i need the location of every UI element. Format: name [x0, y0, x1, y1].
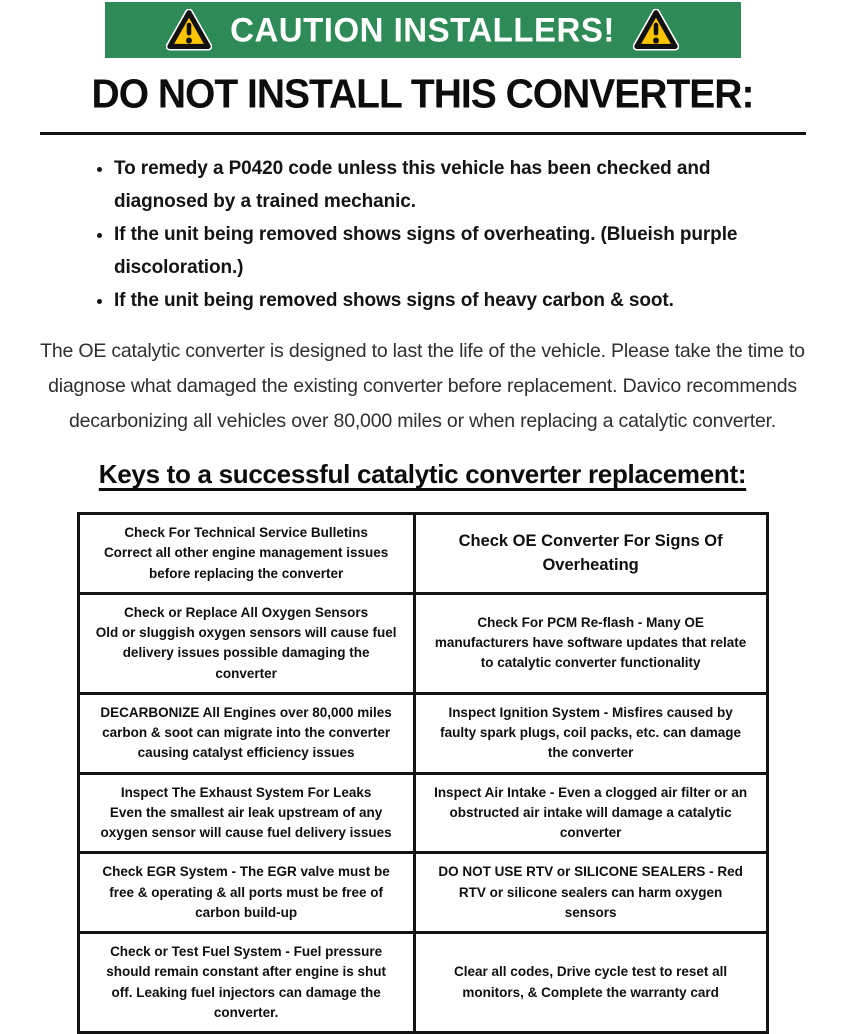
table-cell-pcm-reflash — [414, 593, 767, 693]
cell-line: Check or Replace All Oxygen Sensors — [124, 604, 369, 620]
table-cell-egr-system — [78, 853, 414, 933]
list-item: • To remedy a P0420 code unless this vehicle has been checked and diagnosed by a trained mechanic. — [114, 152, 744, 218]
table-cell-tsb — [78, 514, 414, 594]
cell-line: DECARBONIZE All Engines over 80,000 miles carbon & soot can migrate into the converter causing catalyst efficiency issues — [100, 704, 392, 761]
caution-banner — [105, 2, 741, 58]
table-cell-oe-overheating — [414, 514, 767, 594]
cell-line: Inspect Ignition System - Misfires caused by faulty spark plugs, coil packs, etc. can damage the converter — [440, 704, 742, 761]
keys-heading: Keys to a successful catalytic converter replacement: — [98, 459, 747, 489]
list-item: • If the unit being removed shows signs of heavy carbon & soot. — [114, 284, 744, 317]
cell-line: Inspect Air Intake - Even a clogged air filter or an obstructed air intake will damage a catalytic converter — [434, 784, 748, 840]
table-row — [78, 933, 767, 1033]
table-row — [78, 593, 767, 693]
keys-table — [77, 512, 769, 1034]
cell-line: Check For PCM Re-flash - Many OE manufacturers have software updates that relate to catalytic converter functionality — [434, 614, 747, 671]
banner-title: CAUTION INSTALLERS! — [230, 10, 615, 49]
installer-caution-flyer — [0, 2, 845, 1020]
cell-line: Even the smallest air leak upstream of any oxygen sensor will cause fuel delivery issues — [100, 804, 392, 840]
advisory-paragraph: The OE catalytic converter is designed to last the life of the vehicle. Please take the time to diagnose what damaged the existing converter before replacement. Davico recommends decarbonizing all vehicles over 80,000 miles or when replacing a catalytic converter. — [40, 340, 805, 432]
table-cell-air-intake — [414, 773, 767, 853]
cell-line: Check For Technical Service Bulletins — [124, 525, 368, 540]
table-cell-exhaust-leaks — [78, 773, 414, 853]
cell-line: Check OE Converter For Signs Of Overheating — [458, 531, 723, 575]
table-row — [78, 773, 767, 853]
table-cell-rtv-sealers — [414, 853, 767, 933]
list-item: • If the unit being removed shows signs of overheating. (Blueish purple discoloration.) — [114, 218, 744, 284]
table-cell-clear-codes — [414, 933, 767, 1033]
cell-line: Old or sluggish oxygen sensors will cause fuel delivery issues possible damaging the converter — [95, 625, 397, 681]
cell-line: DO NOT USE RTV or SILICONE SEALERS - Red RTV or silicone sealers can harm oxygen sensors — [438, 864, 743, 920]
table-cell-fuel-system — [78, 933, 414, 1033]
cell-line: Correct all other engine management issues before replacing the converter — [103, 545, 389, 581]
warning-triangle-icon — [633, 9, 679, 51]
table-row — [78, 853, 767, 933]
divider-line — [40, 132, 806, 135]
cell-line: Inspect The Exhaust System For Leaks — [120, 784, 372, 800]
table-cell-oxygen-sensors — [78, 593, 414, 693]
warning-triangle-icon — [166, 9, 212, 51]
cell-line: Check or Test Fuel System - Fuel pressure should remain constant after engine is shut off. Leaking fuel injectors can damage the converter. — [106, 944, 386, 1020]
table-cell-decarbonize — [78, 693, 414, 773]
table-row — [78, 693, 767, 773]
cell-line: Check EGR System - The EGR valve must be free & operating & all ports must be free of carbon build-up — [102, 864, 390, 920]
table-row — [78, 514, 767, 594]
warning-list — [96, 152, 744, 317]
cell-line: Clear all codes, Drive cycle test to reset all monitors, & Complete the warranty card — [454, 964, 728, 1000]
main-heading: DO NOT INSTALL THIS CONVERTER: — [91, 71, 754, 118]
table-cell-ignition-system — [414, 693, 767, 773]
